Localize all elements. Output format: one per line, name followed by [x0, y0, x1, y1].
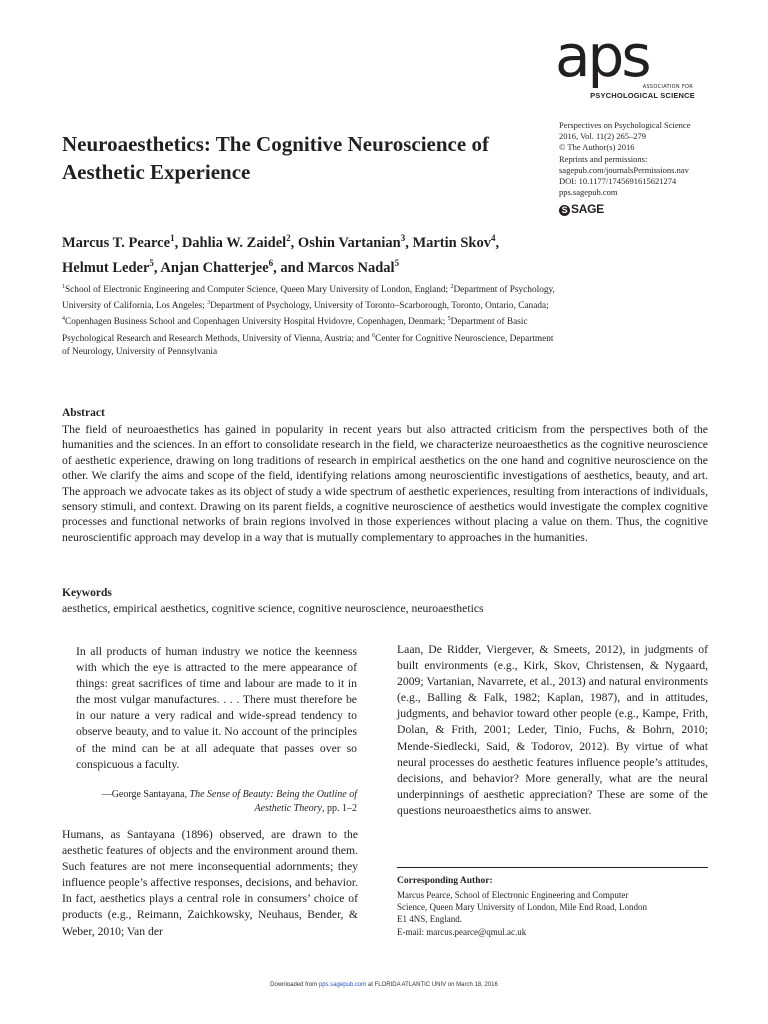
abstract-body: The field of neuroaesthetics has gained in popularity in recent years but also attracted criticism from the perspectives both of the humanities and the sciences. In an effort to consolidate research in the field, we characterize neuroaesthetics as the cognitive neuroscience of aesthetic experience, drawing on long traditions of research in empirical aesthetics on the one hand and cognitive neuroscience on the other. We clarify the aims and scope of the field, identifying relations among neuroscientific investigations of aesthetics, beauty, and art. The approach we advocate takes as its object of study a wide spectrum of aesthetic experiences, resulting from interactions of individuals, sensory stimuli, and context. Drawing on its parent fields, a cognitive neuroscience of aesthetics would investigate the complex cognitive processes and functional networks of brain regions involved in those experiences without placing a value on them. Thus, the cognitive neuroscientific approach may develop in a way that is mutually complementary to approaches in the humanities. — [62, 423, 708, 544]
affiliation-text: Department of Psychology, University of Toronto–Scarborough, Toronto, Ontario, Canada; — [210, 301, 549, 312]
author-name: Dahlia W. Zaidel — [181, 234, 287, 251]
author-affiliation-marker: 4 — [490, 233, 496, 243]
epigraph-attribution — [76, 788, 357, 816]
keywords-body: aesthetics, empirical aesthetics, cognitive science, cognitive neuroscience, neuroaesthetics — [62, 602, 484, 615]
author-separator: , — [495, 234, 500, 251]
journal-url[interactable]: pps.sagepub.com — [559, 187, 618, 198]
affiliation-text: School of Electronic Engineering and Computer Science, Queen Mary University of London, England; — [65, 285, 451, 296]
epigraph-attribution-pages: , pp. 1–2 — [322, 803, 357, 814]
body-text-right-column: Laan, De Ridder, Viergever, & Smeets, 2012), in judgments of built environments (e.g., Kirk, Skov, Christensen, & Nygaard, 2009; Vartanian, Navarrete, et al., 2013) and natural environments (e.g., Balling & Falk, 1982; Kaplan, 1987), and in attitudes, judgments, and behavior toward other people (e.g., Kampe, Frith, Dolan, & Frith, 2001; Leder, Tinio, Fuchs, & Bohrn, 2010; Mende-Siedlecki, Said, & Todorov, 2012). By virtue of what neural processes do aesthetic features influence people’s attitudes, decisions, and behavior? More generally, what are the neural underpinnings of aesthetic appreciation? These are some of the questions neuroaesthetics aims to answer. — [397, 643, 708, 817]
footer-link[interactable]: pps.sagepub.com — [318, 982, 367, 988]
sage-logo — [559, 202, 604, 216]
aps-logo-org: PSYCHOLOGICAL SCIENCE — [590, 91, 695, 100]
abstract-heading: Abstract — [62, 407, 105, 419]
footer-suffix: at FLORIDA ATLANTIC UNIV on March 18, 2016 — [366, 982, 498, 988]
author-separator: , — [290, 234, 298, 251]
author-affiliation-marker: 5 — [394, 257, 400, 268]
corresponding-author-details — [397, 889, 708, 938]
affiliation-text: Copenhagen Business School and Copenhagen University Hospital Hvidovre, Copenhagen, Denmark; — [65, 317, 448, 328]
corresponding-email[interactable]: E-mail: marcus.pearce@qmul.ac.uk — [397, 926, 527, 937]
affiliations — [62, 281, 562, 359]
author-name: Oshin Vartanian — [297, 234, 401, 251]
epigraph-quote: In all products of human industry we notice the keenness with which the eye is attracted to the mere appearance of things: great sacrifices of time and labour are made to it in the most vulgar manufactures. . . . There must therefore be in our nature a very radical and wide-spread tendency to observe beauty, and to value it. No account of the principles of the mind can be at all adequate that passes over so conspicuous a faculty. — [76, 645, 357, 771]
corresponding-author-heading: Corresponding Author: — [397, 876, 493, 886]
affiliation-text: Center for Cognitive Neuroscience, Department of Neurology, University of Pennsylvania — [62, 333, 554, 357]
aps-logo — [555, 22, 695, 102]
author-affiliation-marker: 6 — [268, 257, 274, 268]
corresponding-divider — [397, 867, 708, 868]
body-text-left-column: Humans, as Santayana (1896) observed, are drawn to the aesthetic features of objects and the environment around them. Such features are not mere inconsequential adornments; they influence people’s affective responses, decisions, and behavior. In fact, aesthetics plays a central role in consumers’ choice of products (e.g., Reimann, Zaichkowsky, Neuhaus, Bender, & Weber, 2010; Van der — [62, 828, 358, 938]
epigraph-attribution-title: The Sense of Beauty: Being the Outline of Aesthetic Theory — [189, 789, 357, 814]
aps-logo-wordmark: aps — [555, 22, 649, 90]
author-name: Marcos Nadal — [307, 259, 395, 276]
corresponding-line: Science, Queen Mary University of London, Mile End Road, London — [397, 902, 647, 913]
author-affiliation-marker: 2 — [286, 233, 291, 243]
journal-reprints: Reprints and permissions: — [559, 153, 648, 164]
author-name: Martin Skov — [412, 234, 491, 251]
sage-logo-text: SAGE — [571, 202, 604, 216]
journal-name: Perspectives on Psychological Science — [559, 120, 691, 130]
corresponding-line: Marcus Pearce, School of Electronic Engineering and Computer — [397, 890, 629, 900]
sage-s-icon: S — [559, 205, 570, 216]
affiliation-marker: 6 — [372, 332, 376, 339]
author-separator: , and — [273, 259, 308, 276]
journal-volume: 2016, Vol. 11(2) 265–279 — [559, 131, 646, 142]
article-title: Neuroaesthetics: The Cognitive Neuroscience of Aesthetic Experience — [62, 132, 489, 184]
footer-prefix: Downloaded from — [270, 982, 319, 988]
journal-doi[interactable]: DOI: 10.1177/1745691615621274 — [559, 176, 677, 187]
author-name: Anjan Chatterjee — [160, 259, 269, 276]
affiliation-text: Department of Psychology, University of California, Los Angeles; — [62, 285, 555, 312]
journal-info — [559, 120, 759, 198]
author-list — [62, 228, 532, 278]
author-separator: , — [174, 234, 182, 251]
author-affiliation-marker: 1 — [170, 233, 175, 243]
affiliation-marker: 4 — [62, 316, 65, 323]
author-name: Helmut Leder — [62, 259, 150, 276]
affiliation-text: Department of Basic Psychological Research and Research Methods, University of Vienna, Austria; and — [62, 317, 528, 344]
affiliation-marker: 3 — [207, 300, 211, 307]
affiliation-marker: 1 — [62, 284, 65, 290]
journal-copyright: © The Author(s) 2016 — [559, 142, 635, 153]
download-footer — [0, 982, 768, 988]
author-separator: , — [153, 259, 161, 276]
author-affiliation-marker: 3 — [400, 233, 406, 243]
journal-permissions-link[interactable]: sagepub.com/journalsPermissions.nav — [559, 164, 689, 175]
author-name: Marcus T. Pearce — [62, 234, 171, 251]
affiliation-marker: 2 — [450, 284, 454, 290]
aps-logo-tagline: ASSOCIATION FOR — [642, 84, 693, 90]
author-affiliation-marker: 5 — [149, 257, 154, 268]
epigraph-attribution-author: —George Santayana, — [101, 789, 190, 800]
keywords-heading: Keywords — [62, 587, 112, 599]
author-separator: , — [405, 234, 413, 251]
affiliation-marker: 5 — [447, 316, 451, 323]
corresponding-line: E1 4NS, England. — [397, 914, 462, 925]
